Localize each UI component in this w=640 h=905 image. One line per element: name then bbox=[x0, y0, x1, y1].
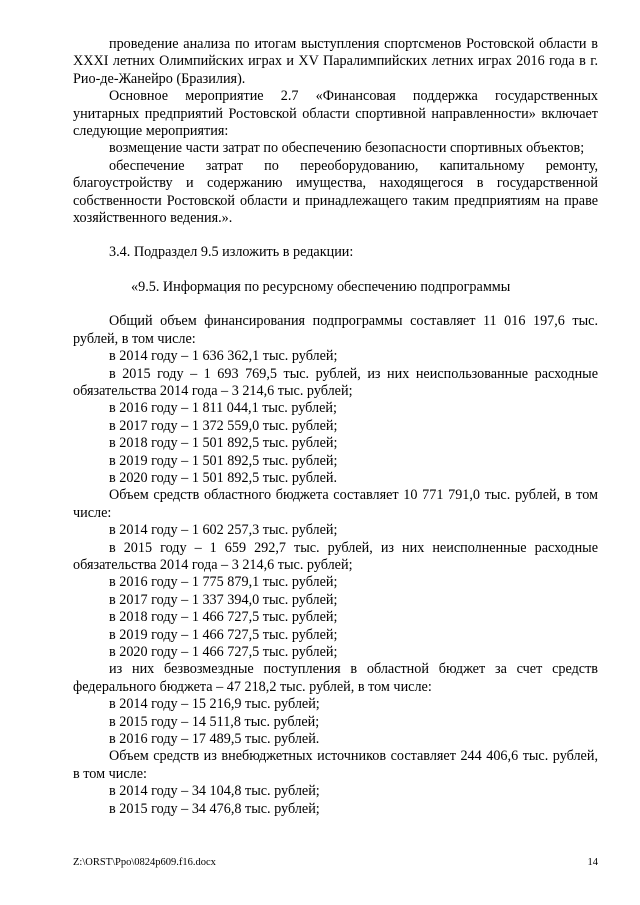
list-item-total-2016: в 2016 году – 1 811 044,1 тыс. рублей; bbox=[109, 400, 337, 417]
spacer bbox=[73, 262, 598, 279]
list-item-regional-2016: в 2016 году – 1 775 879,1 тыс. рублей; bbox=[109, 574, 338, 591]
paragraph-federal-transfers: из них безвозмездные поступления в областной бюджет за счет средств федерального бюджета – 47 218,2 тыс. рублей, в том числе: bbox=[73, 661, 598, 695]
list-item-total-2014: в 2014 году – 1 636 362,1 тыс. рублей; bbox=[109, 348, 338, 365]
page-number: 14 bbox=[587, 857, 598, 868]
paragraph-measure-2-7: Основное мероприятие 2.7 «Финансовая поддержка государственных унитарных предприятий Ростовской области спортивной направленности» включает следующие мероприятия: bbox=[73, 88, 598, 140]
list-item-regional-2018: в 2018 году – 1 466 727,5 тыс. рублей; bbox=[109, 609, 338, 626]
list-item-regional-2017: в 2017 году – 1 337 394,0 тыс. рублей; bbox=[109, 591, 338, 608]
spacer bbox=[73, 227, 598, 244]
list-item-federal-2016: в 2016 году – 17 489,5 тыс. рублей. bbox=[109, 731, 320, 748]
list-item-regional-2014: в 2014 году – 1 602 257,3 тыс. рублей; bbox=[109, 522, 338, 539]
paragraph-regional-budget: Объем средств областного бюджета составляет 10 771 791,0 тыс. рублей, в том числе: bbox=[73, 487, 598, 521]
list-item-regional-2015: в 2015 году – 1 659 292,7 тыс. рублей, из них неисполненные расходные обязательства 2014 года – 3 214,6 тыс. рублей; bbox=[73, 539, 598, 573]
list-item-total-2018: в 2018 году – 1 501 892,5 тыс. рублей; bbox=[109, 435, 338, 452]
list-item-federal-2014: в 2014 году – 15 216,9 тыс. рублей; bbox=[109, 696, 320, 713]
list-item-regional-2019: в 2019 году – 1 466 727,5 тыс. рублей; bbox=[109, 626, 338, 643]
paragraph-olympics-analysis: проведение анализа по итогам выступления спортсменов Ростовской области в XXXI летних Олимпийских играх и XV Паралимпийских летних играх 2016 года в г. Рио-де-Жанейро (Бразилия). bbox=[73, 36, 598, 87]
list-item-federal-2015: в 2015 году – 14 511,8 тыс. рублей; bbox=[109, 713, 320, 730]
list-item-extrabudget-2014: в 2014 году – 34 104,8 тыс. рублей; bbox=[109, 783, 320, 800]
list-item-extrabudget-2015: в 2015 году – 34 476,8 тыс. рублей; bbox=[109, 800, 320, 817]
document-body bbox=[73, 36, 598, 818]
list-item-total-2015: в 2015 году – 1 693 769,5 тыс. рублей, из них неиспользованные расходные обязательства 2014 года – 3 214,6 тыс. рублей; bbox=[73, 365, 598, 399]
paragraph-reequipment-costs: обеспечение затрат по переоборудованию, капитальному ремонту, благоустройству и содержанию имущества, находящегося в государственной собственности Ростовской области и принадлежащего таким предприятиям на праве хозяйственного ведения.». bbox=[73, 157, 598, 227]
list-item-regional-2020: в 2020 году – 1 466 727,5 тыс. рублей; bbox=[109, 644, 338, 660]
paragraph-extrabudgetary: Объем средств из внебюджетных источников составляет 244 406,6 тыс. рублей, в том числе: bbox=[73, 748, 598, 782]
list-item-total-2019: в 2019 году – 1 501 892,5 тыс. рублей; bbox=[109, 452, 338, 469]
paragraph-total-funding: Общий объем финансирования подпрограммы составляет 11 016 197,6 тыс. рублей, в том числе: bbox=[73, 313, 598, 347]
footer-file-path: Z:\ORST\Ppo\0824p609.f16.docx bbox=[73, 857, 216, 868]
list-item-total-2017: в 2017 году – 1 372 559,0 тыс. рублей; bbox=[109, 417, 338, 434]
list-item-total-2020: в 2020 году – 1 501 892,5 тыс. рублей. bbox=[109, 469, 338, 486]
paragraph-section-3-4: 3.4. Подраздел 9.5 изложить в редакции: bbox=[109, 244, 354, 261]
paragraph-security-costs: возмещение части затрат по обеспечению безопасности спортивных объектов; bbox=[109, 140, 585, 157]
subsection-heading-9-5: «9.5. Информация по ресурсному обеспечению подпрограммы bbox=[131, 278, 511, 295]
spacer bbox=[73, 296, 598, 313]
